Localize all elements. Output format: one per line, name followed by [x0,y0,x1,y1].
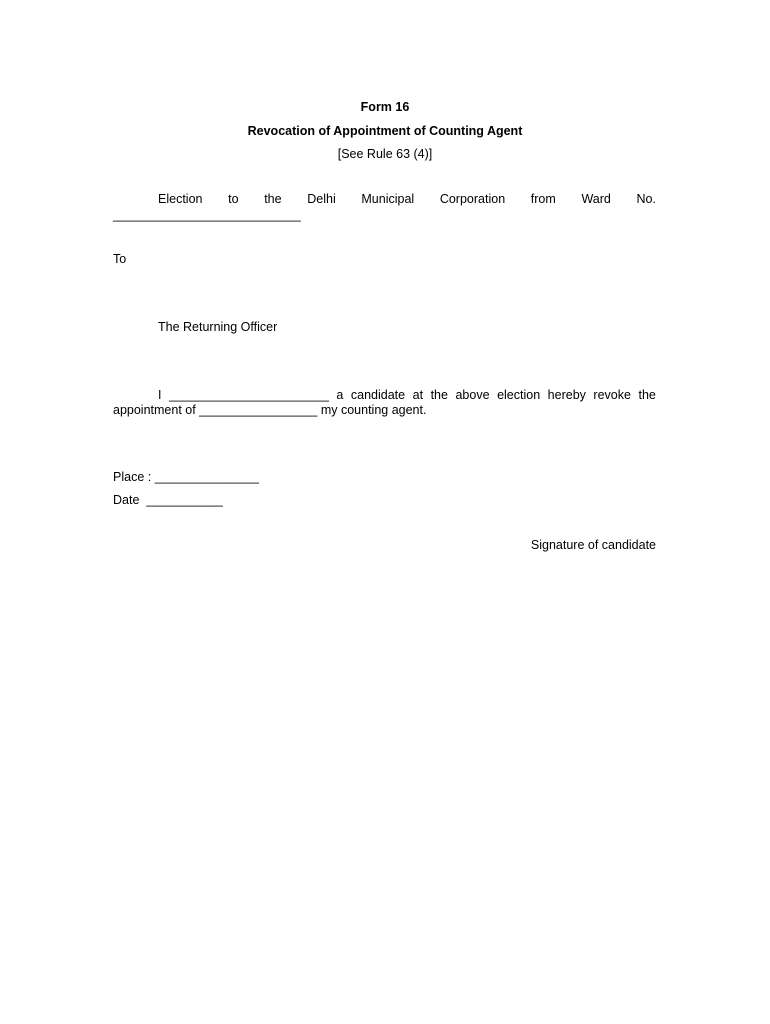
rule-reference: [See Rule 63 (4)] [337,147,433,161]
place-blank: _______________ [154,470,259,484]
signature-label: Signature of candidate [530,538,656,552]
election-word: Delhi [307,192,336,206]
statement-word: revoke [593,388,631,402]
election-word: Municipal [361,192,415,206]
statement-word: candidate [350,388,406,402]
statement-word: the [430,388,448,402]
election-word: to [228,192,239,206]
agent-name-blank: _________________ [199,403,318,417]
statement-word: election [497,388,541,402]
election-word: from [530,192,556,206]
election-word: Election [158,192,203,206]
my-counting-agent-text: my counting agent. [317,403,427,417]
place-label: Place : [113,470,155,484]
election-word: the [264,192,282,206]
statement-word: above [455,388,490,402]
appointment-of-text: appointment of [113,403,200,417]
form-number: Form 16 [360,100,410,114]
statement-i: I [158,388,162,402]
place-field [113,470,259,484]
election-word: Corporation [439,192,506,206]
statement-word: the [638,388,656,402]
returning-officer: The Returning Officer [158,320,278,334]
ward-number-blank: ___________________________ [113,208,301,222]
election-line [158,192,656,206]
to-label: To [113,252,127,266]
date-field [113,493,223,507]
date-blank: ___________ [146,493,223,507]
statement-word: a [336,388,344,402]
statement-word: at [412,388,424,402]
date-label: Date [113,493,147,507]
candidate-name-blank: _______________________ [169,388,329,402]
election-word: No. [636,192,656,206]
statement-word: hereby [547,388,586,402]
statement-line-2 [113,403,426,417]
form-title: Revocation of Appointment of Counting Agent [247,124,523,138]
statement-line-1 [158,388,656,402]
election-word: Ward [581,192,611,206]
